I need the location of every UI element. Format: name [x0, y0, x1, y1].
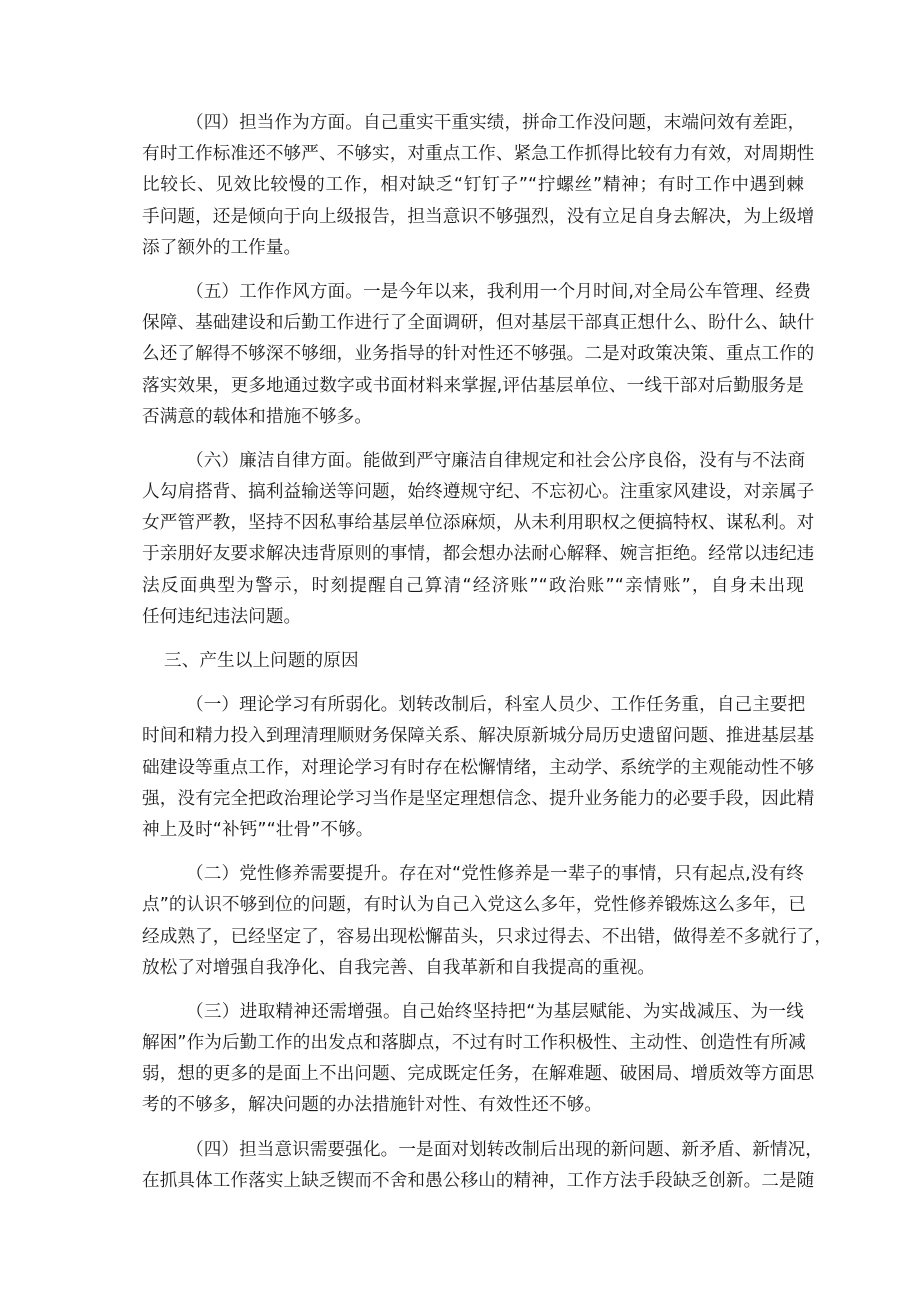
- body-paragraph: [142, 690, 815, 846]
- text-line: 三、产生以上问题的原因: [164, 651, 359, 671]
- text-line: （三）进取精神还需增强。自己始终坚持把“为基层赋能、为实战减压、为一线: [186, 1001, 804, 1022]
- text-line: 点”的认识不够到位的问题，有时认为自己入党这么多年，党性修养锻炼这么多年，已: [142, 895, 806, 916]
- text-line: 强，没有完全把政治理论学习当作是坚定理想信念、提升业务能力的必要手段，因此精: [142, 788, 815, 809]
- text-line: 女严管严教，坚持不因私事给基层单位添麻烦，从未利用职权之便搞特权、谋私利。对: [142, 513, 815, 534]
- text-line: （二）党性修养需要提升。存在对“党性修养是一辈子的事情，只有起点,没有终: [186, 864, 804, 885]
- text-line: （四）担当作为方面。自己重实干重实绩，拼命工作没问题，末端问效有差距，: [186, 113, 806, 133]
- text-line: 手问题，还是倾向于向上级报告，担当意识不够强烈，没有立足自身去解决，为上级增: [142, 206, 815, 227]
- body-paragraph: [142, 108, 815, 264]
- text-line: 神上及时“补钙”“壮骨”不够。: [142, 819, 374, 840]
- text-line: 考的不够多，解决问题的办法措施针对性、有效性还不够。: [142, 1095, 603, 1116]
- text-line: 有时工作标准还不够严、不够实，对重点工作、紧急工作抓得比较有力有效，对周期性: [142, 144, 815, 165]
- body-paragraph: [142, 277, 815, 433]
- text-line: （四）担当意识需要强化。一是面对划转改制后出现的新问题、新矛盾、新情况，: [186, 1139, 823, 1160]
- text-line: 任何违纪违法问题。: [142, 606, 302, 627]
- body-paragraph: [142, 446, 815, 633]
- text-line: 么还了解得不够深不够细，业务指导的针对性还不够强。二是对政策决策、重点工作的: [142, 344, 815, 365]
- text-line: 在抓具体工作落实上缺乏锲而不舍和愚公移山的精神，工作方法手段缺乏创新。二是随: [142, 1170, 815, 1191]
- text-line: （六）廉洁自律方面。能做到严守廉洁自律规定和社会公序良俗，没有与不法商: [186, 450, 806, 471]
- text-line: 落实效果，更多地通过数字或书面材料来掌握,评估基层单位、一线干部对后勤服务是: [142, 375, 804, 396]
- text-line: 法反面典型为警示，时刻提醒自己算清“经济账”“政治账”“亲情账”，自身未出现: [142, 575, 804, 596]
- body-paragraph: [142, 859, 833, 984]
- text-line: 人勾肩搭背、搞利益输送等问题，始终遵规守纪、不忘初心。注重家风建设，对亲属子: [142, 482, 815, 503]
- text-line: 时间和精力投入到理清理顺财务保障关系、解决原新城分局历史遗留问题、推进基层基: [142, 726, 815, 747]
- text-line: 放松了对增强自我净化、自我完善、自我革新和自我提高的重视。: [142, 957, 656, 978]
- text-line: 保障、基础建设和后勤工作进行了全面调研，但对基层干部真正想什么、盼什么、缺什: [142, 313, 815, 334]
- body-paragraph: [142, 997, 815, 1122]
- section-heading: [142, 646, 804, 677]
- text-line: 添了额外的工作量。: [142, 237, 302, 258]
- text-line: 解困”作为后勤工作的出发点和落脚点，不过有时工作积极性、主动性、创造性有所减: [142, 1033, 806, 1054]
- text-line: 经成熟了，已经坚定了，容易出现松懈苗头，只求过得去、不出错，做得差不多就行了，: [142, 926, 833, 947]
- text-line: 弱，想的更多的是面上不出问题、完成既定任务，在解难题、破困局、增质效等方面思: [142, 1064, 815, 1085]
- document-body: [142, 108, 833, 1210]
- text-line: （一）理论学习有所弱化。划转改制后，科室人员少、工作任务重，自己主要把: [186, 695, 806, 716]
- text-line: 比较长、见效比较慢的工作，相对缺乏“钉钉子”“拧螺丝”精神；有时工作中遇到棘: [142, 175, 804, 196]
- text-line: 于亲朋好友要求解决违背原则的事情，都会想办法耐心解释、婉言拒绝。经常以违纪违: [142, 544, 815, 565]
- text-line: （五）工作作风方面。一是今年以来，我利用一个月时间,对全局公车管理、经费: [186, 281, 811, 302]
- text-line: 础建设等重点工作，对理论学习有时存在松懈情绪，主动学、系统学的主观能动性不够: [142, 757, 815, 778]
- body-paragraph: [142, 1135, 823, 1197]
- text-line: 否满意的载体和措施不够多。: [142, 406, 373, 427]
